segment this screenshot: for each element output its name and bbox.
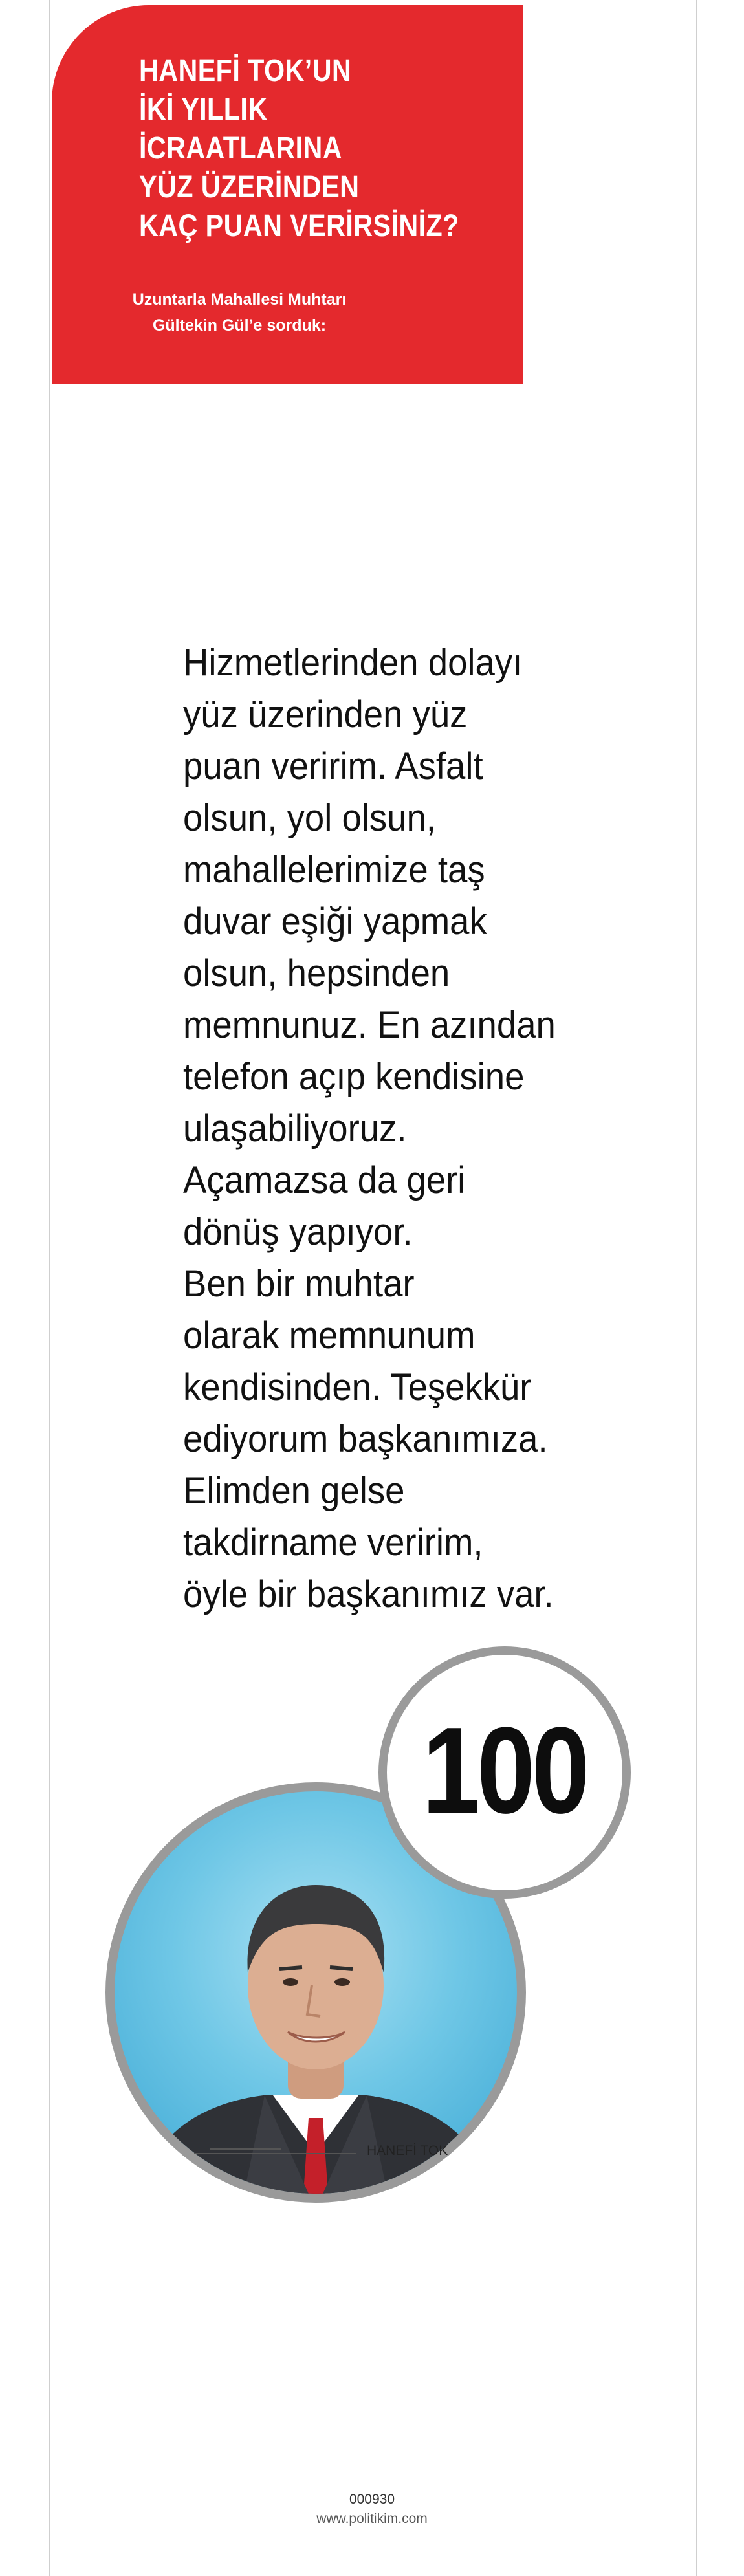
quote-line: yüz üzerinden yüz	[183, 693, 468, 736]
caption-divider	[194, 2153, 356, 2154]
headline-line: KAÇ PUAN VERİRSİNİZ?	[139, 209, 459, 243]
subhead-line: Uzuntarla Mahallesi Muhtarı	[132, 290, 347, 309]
headline-line: YÜZ ÜZERİNDEN	[139, 170, 360, 204]
footer-code: 000930	[349, 2492, 395, 2507]
page-border-left	[49, 0, 50, 2576]
quote-line: takdirname veririm,	[183, 1522, 483, 1564]
quote-line: olsun, yol olsun,	[183, 797, 436, 839]
quote-line: Hizmetlerinden dolayı	[183, 642, 523, 684]
photo-caption: HANEFİ TOK	[367, 2143, 448, 2158]
caption-divider-accent	[210, 2148, 281, 2150]
score-value: 100	[422, 1702, 587, 1839]
quote-line: olsun, hepsinden	[183, 952, 450, 994]
score-badge	[378, 1646, 631, 1899]
quote-line: dönüş yapıyor.	[183, 1211, 413, 1253]
page-border-right	[696, 0, 697, 2576]
subhead-line: Gültekin Gül’e sorduk:	[152, 316, 327, 334]
quote-line: ulaşabiliyoruz.	[183, 1108, 407, 1150]
headline-line: HANEFİ TOK’UN	[139, 54, 352, 88]
quote-text	[183, 637, 573, 1621]
quote-line: mahallelerimize taş	[183, 849, 485, 891]
quote-line: Ben bir muhtar	[183, 1263, 415, 1305]
quote-line: olarak memnunum	[183, 1315, 476, 1357]
quote-line: telefon açıp kendisine	[183, 1056, 525, 1098]
quote-line: ediyorum başkanımıza.	[183, 1418, 548, 1460]
quote-line: puan veririm. Asfalt	[183, 745, 483, 787]
score-badge-inner	[387, 1655, 622, 1890]
headline-line: İKİ YILLIK İCRAATLARINA	[139, 93, 342, 166]
quote-line: memnunuz. En azından	[183, 1004, 556, 1046]
quote-line: Açamazsa da geri	[183, 1159, 466, 1201]
headline	[139, 52, 469, 246]
quote-line: duvar eşiği yapmak	[183, 901, 487, 943]
quote-line: öyle bir başkanımız var.	[183, 1573, 554, 1615]
subhead	[52, 287, 427, 338]
quote-line: Elimden gelse	[183, 1470, 405, 1512]
quote-line: kendisinden. Teşekkür	[183, 1366, 532, 1408]
header-banner	[52, 5, 523, 384]
footer-url: www.politikim.com	[316, 2511, 428, 2526]
